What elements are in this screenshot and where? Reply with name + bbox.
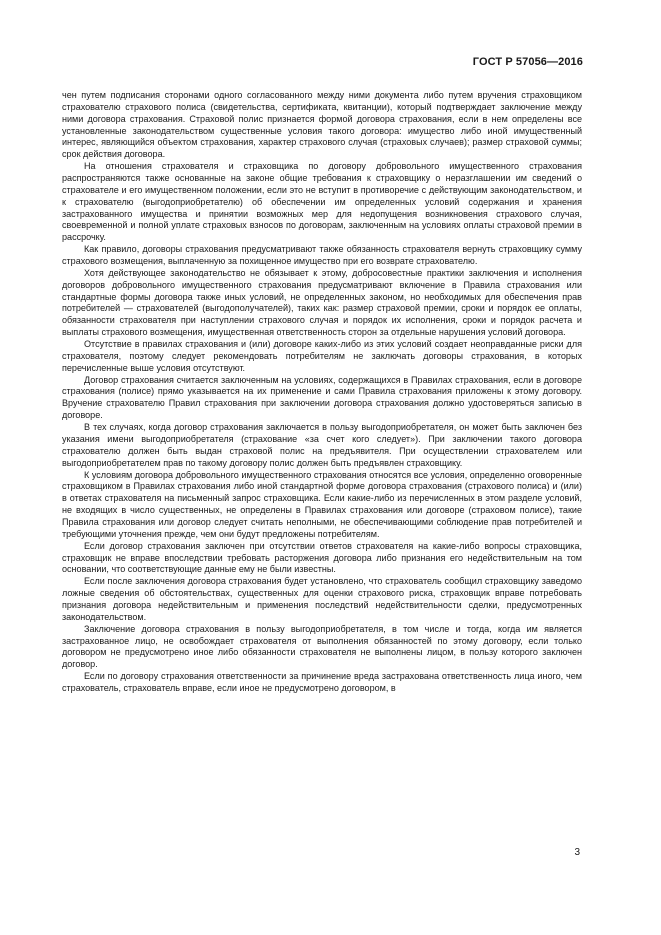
paragraph-4: Хотя действующее законодательство не обязывает к этому, добросовестные практики заключения и исполнения договоров добровольного имущественного страхования предусматривают включение в Правила страхования или стандартные формы договора также иных условий, не определенных законом, но необходимых для обеспечения прав потребителей — страхователей (выгодополучателей), таких как: размер страховой премии, сроки и порядок ее оплаты, обязанности страхователя при наступлении страхового случая и порядок их исполнения, сроки и порядок расчета и выплаты страхового возмещения, имущественная ответственность сторон за отдельные нарушения условий договора. [62,267,582,338]
paragraph-7: В тех случаях, когда договор страхования заключается в пользу выгодоприобретателя, он может быть заключен без указания имени выгодоприобретателя (страхование «за счет кого следует»). При заключении такого договора страхователю должен быть выдан страховой полис на предъявителя. При осуществлении страхователем или выгодоприобретателем прав по такому договору полис должен быть предъявлен страховщику. [62,422,582,468]
page-number: 3 [574,847,580,858]
paragraph-11: Заключение договора страхования в пользу выгодоприобретателя, в том числе и тогда, когда им является застрахованное лицо, не освобождает страхователя от выполнения обязанностей по этому договору, если только договором не предусмотрено иное либо обязанности страхователя не выполнены лицом, в пользу которого заключен договор. [62,623,582,670]
paragraph-1: чен путем подписания сторонами одного согласованного между ними документа либо путем вручения страховщиком страхователю страхового полиса (свидетельства, сертификата, квитанции), который подтверждает заключение между ними договора страхования. Страховой полис признается формой договора страхования, если в нем определены все установленные законодательством существенные условия такого договора: имущество либо иной имущественный интерес, являющийся объектом страхования, характер страхового случая (страховых случаев); размер страховой суммы; срок действия договора. [62,90,582,160]
paragraph-12: Если по договору страхования ответственности за причинение вреда застрахована ответственность лица иного, чем страхователь, страхователь вправе, если иное не предусмотрено договором, в [62,671,582,693]
standard-header: ГОСТ Р 57056—2016 [472,56,583,68]
paragraph-9: Если договор страхования заключен при отсутствии ответов страхователя на какие-либо вопросы страховщика, страховщик не вправе впоследствии требовать расторжения договора либо признания его недействительным на том основании, что соответствующие данные ему не были известны. [62,540,582,575]
body-text [62,90,582,695]
paragraph-5: Отсутствие в правилах страхования и (или) договоре каких-либо из этих условий создает неоправданные риски для страхователя, поэтому следует рекомендовать потребителям не заключать договоры страхования, в которых перечисленные выше условия отсутствуют. [62,339,582,373]
paragraph-10: Если после заключения договора страхования будет установлено, что страхователь сообщил страховщику заведомо ложные сведения об обстоятельствах, существенных для оценки страхового риска, страховщик вправе потребовать признания договора недействительным и применения последствий недействительности сделки, предусмотренных законодательством. [62,576,582,622]
paragraph-8: К условиям договора добровольного имущественного страхования относятся все условия, определенно оговоренные страховщиком в Правилах страхования либо иной стандартной форме договора страхования (страхового полиса) и (или) в ответах страхователя на письменный запрос страховщика. Если какие-либо из перечисленных в этом разделе условий, не входящих в число существенных, не определены в Правилах страхования или договоре (страховом полисе), такие Правила страхования или договор следует считать неполными, не обеспечивающими соблюдение прав потребителей и требующими уточнения прежде, чем они будут предложены потребителям. [62,469,582,539]
paragraph-3: Как правило, договоры страхования предусматривают также обязанность страхователя вернуть страховщику сумму страхового возмещения, выплаченную за похищенное имущество при его возврате страхователю. [62,244,582,267]
paragraph-2: На отношения страхователя и страховщика по договору добровольного имущественного страхования распространяются также основанные на законе общие требования к страховщику о неразглашении им сведений о страхователе и его имущественном положении, если это не вступит в противоречие с действующим законодательством, и к страхователю (выгодоприобретателю) об обеспечении им определенных условий содержания и хранения застрахованного имущества и принятии возможных мер для недопущения возникновения страхового случая, своевременной и полной уплате страховых взносов по договорам, заключенным на условиях оплаты страховой премии в рассрочку. [62,161,582,243]
paragraph-6: Договор страхования считается заключенным на условиях, содержащихся в Правилах страхования, если в договоре страхования (полисе) прямо указывается на их применение и сами Правила страхования приложены к этому договору. Вручение страхователю Правил страхования при заключении договора страхования должно удостоверяться записью в договоре. [62,374,582,421]
